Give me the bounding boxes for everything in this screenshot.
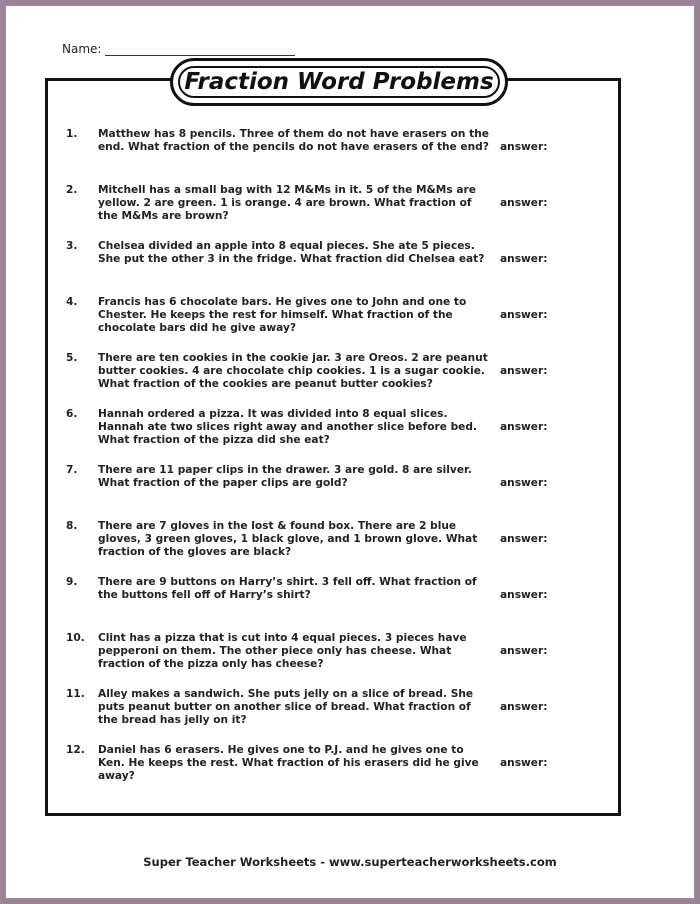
problem-number: 5. xyxy=(66,352,78,364)
answer-label: answer: xyxy=(500,421,548,433)
problem-text: Matthew has 8 pencils. Three of them do not have erasers on the end. What fraction of the pencils do not have erasers of the end? xyxy=(98,128,489,153)
problem-text: There are 7 gloves in the lost & found box. There are 2 blue gloves, 3 green gloves, 1 black glove, and 1 brown glove. What fraction of the gloves are black? xyxy=(98,520,478,558)
problem-number: 2. xyxy=(66,184,78,196)
answer-label: answer: xyxy=(500,757,548,769)
answer-label: answer: xyxy=(500,645,548,657)
problem-number: 3. xyxy=(66,240,78,252)
answer-label: answer: xyxy=(500,365,548,377)
problem-text: Chelsea divided an apple into 8 equal pieces. She ate 5 pieces. She put the other 3 in the fridge. What fraction did Chelsea eat? xyxy=(98,240,485,265)
problem-number: 8. xyxy=(66,520,78,532)
answer-label: answer: xyxy=(500,477,548,489)
answer-label: answer: xyxy=(500,533,548,545)
name-label: Name: xyxy=(62,42,102,56)
problem-number: 6. xyxy=(66,408,78,420)
page-title: Fraction Word Problems xyxy=(184,69,494,95)
title-banner xyxy=(170,58,508,106)
problem-text: There are 11 paper clips in the drawer. 3 are gold. 8 are silver. What fraction of the paper clips are gold? xyxy=(98,464,472,489)
answer-label: answer: xyxy=(500,701,548,713)
problem-text: There are 9 buttons on Harry’s shirt. 3 fell off. What fraction of the buttons fell off of Harry’s shirt? xyxy=(98,576,477,601)
name-row xyxy=(62,42,295,56)
answer-label: answer: xyxy=(500,253,548,265)
problem-number: 12. xyxy=(66,744,85,756)
problem-number: 4. xyxy=(66,296,78,308)
problem-number: 10. xyxy=(66,632,85,644)
problem-text: Daniel has 6 erasers. He gives one to P.J. and he gives one to Ken. He keeps the rest. What fraction of his erasers did he give away? xyxy=(98,744,479,782)
problem-number: 9. xyxy=(66,576,78,588)
answer-label: answer: xyxy=(500,141,548,153)
problem-number: 11. xyxy=(66,688,85,700)
problem-text: Clint has a pizza that is cut into 4 equal pieces. 3 pieces have pepperoni on them. The other piece only has cheese. What fraction of the pizza only has cheese? xyxy=(98,632,467,670)
problem-text: Alley makes a sandwich. She puts jelly on a slice of bread. She puts peanut butter on another slice of bread. What fraction of the bread has jelly on it? xyxy=(98,688,474,726)
problem-text: Hannah ordered a pizza. It was divided into 8 equal slices. Hannah ate two slices right away and another slice before bed. What fraction of the pizza did she eat? xyxy=(98,408,477,446)
problem-number: 1. xyxy=(66,128,78,140)
answer-label: answer: xyxy=(500,589,548,601)
problem-number: 7. xyxy=(66,464,78,476)
answer-label: answer: xyxy=(500,197,548,209)
problem-text: There are ten cookies in the cookie jar. 3 are Oreos. 2 are peanut butter cookies. 4 are chocolate chip cookies. 1 is a sugar cookie. What fraction of the cookies are peanut butter cookies? xyxy=(98,352,488,390)
footer-credit: Super Teacher Worksheets - www.superteacherworksheets.com xyxy=(143,855,557,869)
problem-text: Francis has 6 chocolate bars. He gives one to John and one to Chester. He keeps the rest for himself. What fraction of the chocolate bars did he give away? xyxy=(98,296,467,334)
answer-label: answer: xyxy=(500,309,548,321)
name-blank-line xyxy=(105,43,295,56)
problem-text: Mitchell has a small bag with 12 M&Ms in it. 5 of the M&Ms are yellow. 2 are green. 1 is orange. 4 are brown. What fraction of the M&Ms are brown? xyxy=(98,184,476,222)
